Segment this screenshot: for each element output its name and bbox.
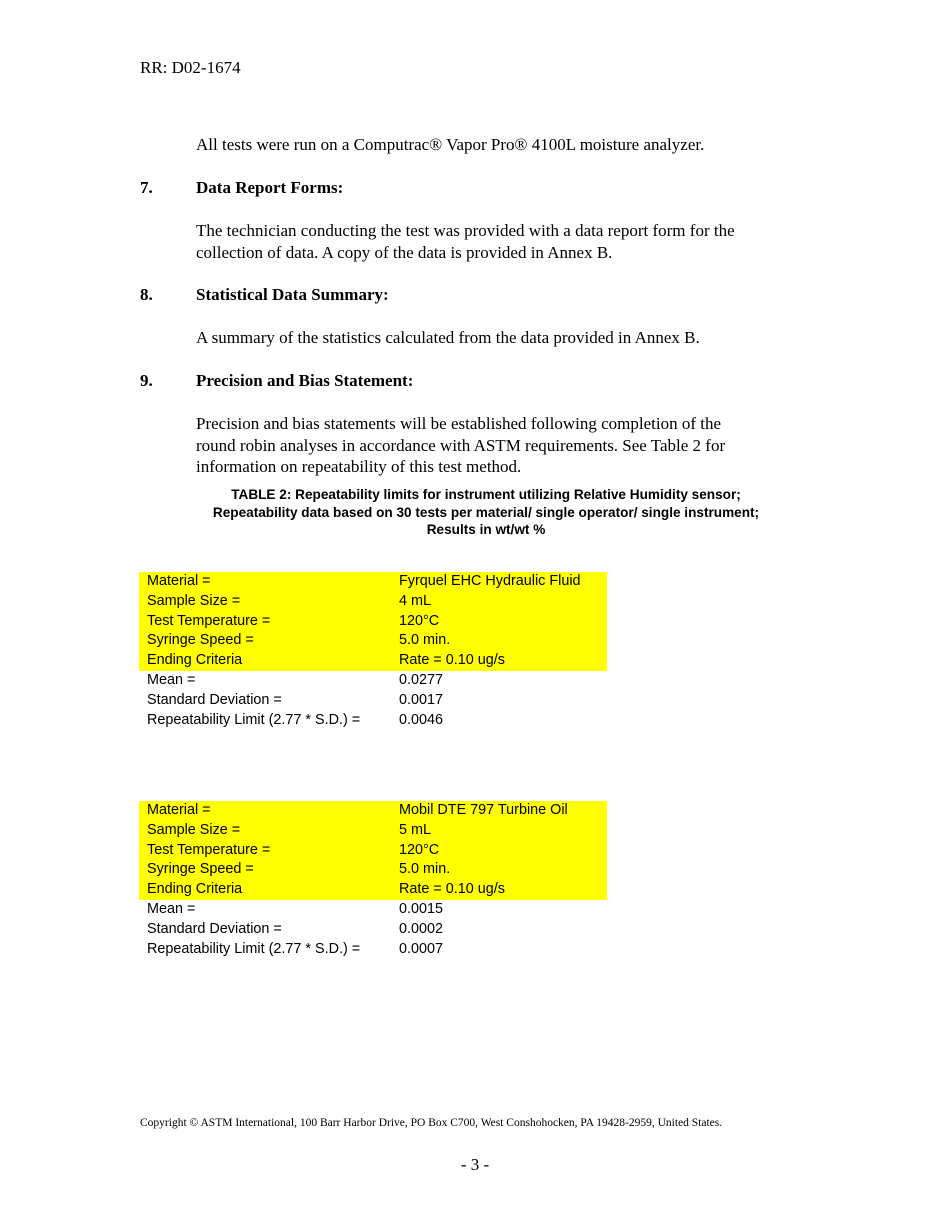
row-value: 120°C — [399, 841, 440, 858]
table-row — [139, 841, 607, 861]
table-row — [139, 572, 607, 592]
row-label: Test Temperature = — [147, 841, 271, 858]
page-header: RR: D02-1674 — [140, 58, 241, 77]
section-text-line: round robin analyses in accordance with ASTM requirements. See Table 2 for — [196, 435, 726, 455]
row-label: Standard Deviation = — [147, 920, 282, 937]
row-value: 5.0 min. — [399, 861, 451, 878]
row-label: Sample Size = — [147, 821, 241, 838]
copyright-notice: Copyright © ASTM International, 100 Barr Harbor Drive, PO Box C700, West Conshohocken, PA 19428-2959, United States. — [140, 1117, 723, 1129]
row-label: Test Temperature = — [147, 612, 271, 629]
page-number: - 3 - — [460, 1155, 490, 1174]
table-row — [139, 671, 607, 691]
row-value: Fyrquel EHC Hydraulic Fluid — [399, 573, 581, 589]
section-title: Data Report Forms: — [196, 178, 344, 197]
section-text-line: Precision and bias statements will be established following completion of the — [196, 414, 722, 433]
section-number: 7. — [140, 178, 153, 197]
section-number: 9. — [140, 371, 153, 390]
row-value: 5.0 min. — [399, 632, 451, 649]
row-value: 0.0017 — [399, 691, 444, 708]
row-label: Sample Size = — [147, 592, 241, 609]
row-label: Repeatability Limit (2.77 * S.D.) = — [147, 711, 361, 728]
row-label: Syringe Speed = — [147, 632, 254, 649]
section-title: Statistical Data Summary: — [196, 285, 389, 304]
table-row — [139, 592, 607, 612]
table-caption-line: Results in wt/wt % — [426, 522, 546, 537]
row-value: 0.0007 — [399, 940, 444, 957]
section-text-line: A summary of the statistics calculated from the data provided in Annex B. — [196, 328, 700, 347]
intro-paragraph: All tests were run on a Computrac® Vapor Pro® 4100L moisture analyzer. — [196, 135, 705, 154]
row-label: Ending Criteria — [147, 652, 243, 669]
table-caption-line: TABLE 2: Repeatability limits for instrument utilizing Relative Humidity sensor; — [231, 487, 741, 502]
table-row — [139, 940, 607, 960]
table-row — [139, 651, 607, 671]
row-value: 0.0002 — [399, 920, 444, 937]
row-label: Syringe Speed = — [147, 861, 254, 878]
section-text-line: information on repeatability of this test method. — [196, 457, 522, 476]
table-row — [139, 880, 607, 900]
section-number: 8. — [140, 285, 153, 304]
table-row — [139, 691, 607, 711]
row-label: Ending Criteria — [147, 881, 243, 898]
row-value: 0.0015 — [399, 900, 444, 917]
table-row — [139, 920, 607, 940]
table-row — [139, 821, 607, 841]
table-row — [139, 631, 607, 651]
row-label: Mean = — [147, 900, 196, 917]
row-value: 4 mL — [399, 592, 431, 609]
row-label: Material = — [147, 802, 211, 818]
row-label: Material = — [147, 573, 211, 589]
row-value: 0.0277 — [399, 671, 444, 688]
table-row — [139, 612, 607, 632]
table-caption-line: Repeatability data based on 30 tests per material/ single operator/ single instrument; — [212, 504, 760, 520]
repeatability-table-2 — [139, 801, 607, 959]
row-value: 0.0046 — [399, 711, 444, 728]
table-row — [139, 711, 607, 731]
row-value: Rate = 0.10 ug/s — [399, 881, 506, 898]
table-row — [139, 801, 607, 821]
row-label: Standard Deviation = — [147, 691, 282, 708]
table-row — [139, 900, 607, 920]
repeatability-table-1 — [139, 572, 607, 730]
table-row — [139, 860, 607, 880]
row-value: Mobil DTE 797 Turbine Oil — [399, 802, 568, 818]
row-label: Repeatability Limit (2.77 * S.D.) = — [147, 940, 361, 957]
row-value: Rate = 0.10 ug/s — [399, 652, 506, 669]
row-label: Mean = — [147, 671, 196, 688]
section-title: Precision and Bias Statement: — [196, 371, 414, 390]
table-caption — [140, 486, 832, 539]
row-value: 120°C — [399, 612, 440, 629]
section-text-line: The technician conducting the test was provided with a data report form for the — [196, 221, 735, 240]
section-text-line: collection of data. A copy of the data is provided in Annex B. — [196, 242, 613, 262]
row-value: 5 mL — [399, 821, 431, 838]
